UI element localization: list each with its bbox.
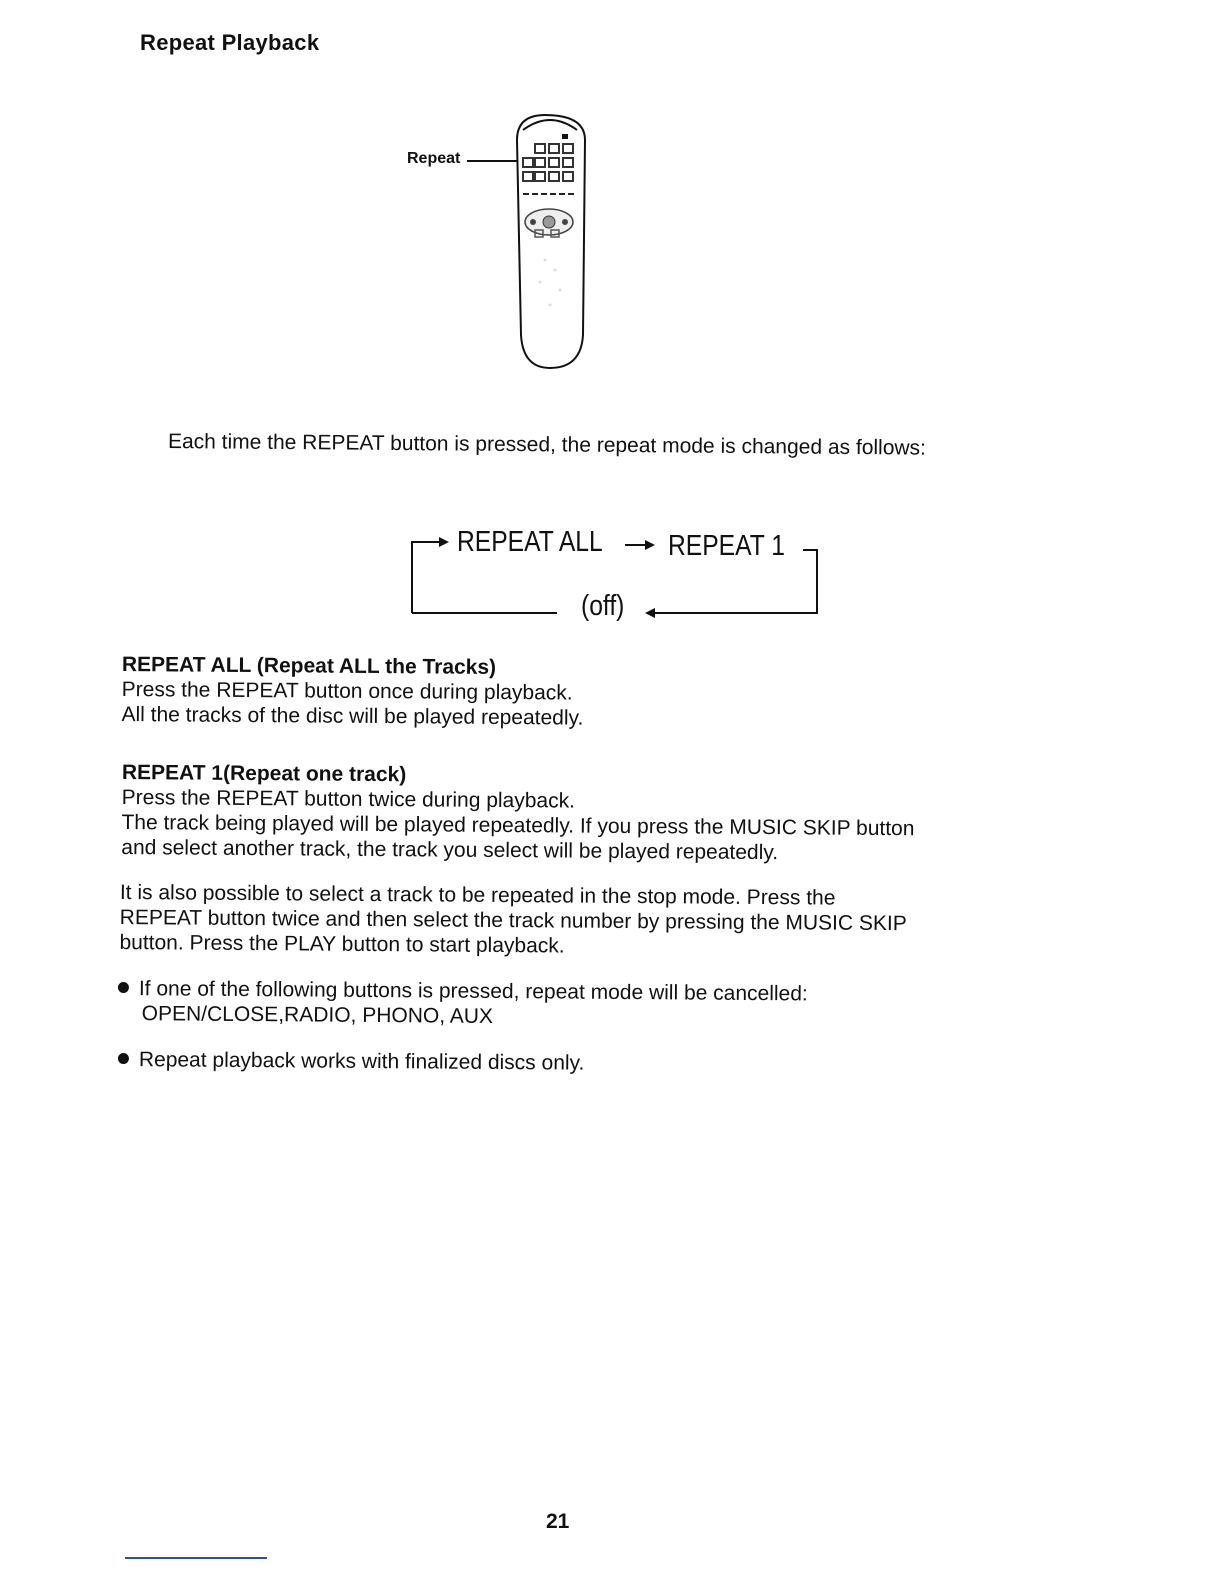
repeat-one-line: The track being played will be played repeatedly. If you press the MUSIC SKIP button (121, 810, 915, 841)
cancel-note (118, 976, 808, 1031)
page-title: Repeat Playback (140, 30, 320, 55)
repeat-mode-cycle-diagram (405, 520, 835, 630)
repeat-all-heading: REPEAT ALL (Repeat ALL the Tracks) (121, 652, 497, 679)
stop-mode-paragraph (119, 880, 907, 961)
remote-illustration (405, 110, 605, 380)
mode-off: (off) (581, 590, 625, 622)
bullet-icon (118, 982, 129, 993)
repeat-one-heading: REPEAT 1(Repeat one track) (121, 760, 407, 787)
repeat-one-section (121, 760, 915, 866)
repeat-all-section (121, 652, 583, 731)
repeat-one-line: Press the REPEAT button twice during playback. (121, 785, 576, 813)
stop-mode-line: button. Press the PLAY button to start playback. (119, 930, 565, 958)
stop-mode-line: REPEAT button twice and then select the track number by pressing the MUSIC SKIP (119, 905, 907, 936)
page-number: 21 (546, 1510, 570, 1533)
repeat-callout-label: Repeat (407, 150, 461, 167)
repeat-all-line: Press the REPEAT button once during playback. (121, 677, 573, 705)
mode-repeat-all: REPEAT ALL (457, 526, 603, 558)
repeat-all-line: All the tracks of the disc will be played repeatedly. (121, 702, 584, 730)
intro-text: Each time the REPEAT button is pressed, the repeat mode is changed as follows: (167, 430, 927, 460)
stop-mode-line: It is also possible to select a track to be repeated in the stop mode. Press the (119, 880, 836, 910)
finalized-note (118, 1047, 585, 1076)
finalized-note-text: Repeat playback works with finalized discs only. (138, 1048, 585, 1075)
bullet-icon (118, 1053, 129, 1064)
cancel-note-text: If one of the following buttons is pressed, repeat mode will be cancelled: (138, 977, 808, 1006)
cancel-buttons-list: OPEN/CLOSE,RADIO, PHONO, AUX (141, 1002, 494, 1028)
mode-repeat-1: REPEAT 1 (668, 530, 785, 562)
footer-rule (125, 1557, 267, 1559)
repeat-one-line: and select another track, the track you select will be played repeatedly. (121, 835, 779, 865)
